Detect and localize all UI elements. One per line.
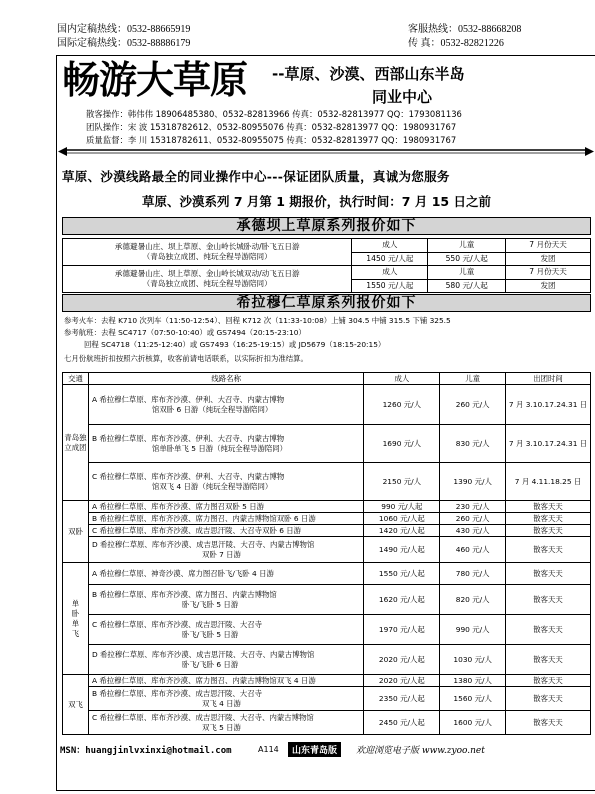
- route-line: B 希拉穆仁草原、库布齐沙漠、成吉思汗陵、大召寺: [91, 688, 262, 698]
- route-line: A 希拉穆仁草原、库布齐沙漠、席力图召双卧 5 日游: [91, 501, 264, 511]
- child-price: 1600 元/人: [440, 711, 506, 735]
- route-cell: [88, 585, 363, 615]
- departure: 散客天天: [506, 585, 591, 615]
- departure: 散客天天: [506, 501, 591, 513]
- route-line: 卧飞/飞卧 5 日游: [181, 599, 239, 609]
- departure: 散客天天: [506, 525, 591, 537]
- route-line: B 希拉穆仁草原、库布齐沙漠、席力图召、内蒙古博物馆双卧 6 日游: [91, 513, 316, 523]
- route-line: C 希拉穆仁草原、库布齐沙漠、成吉思汗陵、大召寺: [91, 619, 263, 629]
- domestic-hotline: 国内定稿热线：0532-88665919: [57, 24, 191, 35]
- route-cell: [88, 687, 363, 711]
- route-cell: [88, 425, 363, 463]
- route-line: C 希拉穆仁草原、库布齐沙漠、伊利、大召寺、内蒙古博物: [91, 471, 285, 481]
- table-row: [63, 711, 591, 735]
- departure-label: 7 月份天天: [506, 266, 591, 280]
- child-label: 儿童: [428, 266, 506, 280]
- table-row: [63, 675, 591, 687]
- route-line: 馆双飞 4 日游（纯玩全程导游陪同）: [151, 481, 273, 491]
- child-price: 1560 元/人: [440, 687, 506, 711]
- departure: 7 月 3.10.17.24.31 日: [506, 425, 591, 463]
- section1-banner: 承德坝上草原系列报价如下: [62, 217, 591, 235]
- route-line: C 希拉穆仁草原、库布齐沙漠、成吉思汗陵、大召寺双卧 6 日游: [91, 525, 302, 535]
- contact-line-3: 质量监督：李 川 15318782611、0532-80955075 传真：0532-82813977 QQ：1980931767: [86, 135, 457, 145]
- contact-line-1: 散客操作：韩伟伟 18906485380、0532-82813966 传真：0532-82813977 QQ：1793081136: [86, 109, 462, 119]
- route-cell: [88, 525, 363, 537]
- route-line: A 希拉穆仁草原、神奇沙漠、席力图召卧飞/飞卧 4 日游: [91, 568, 274, 578]
- child-price: 430 元/人: [440, 525, 506, 537]
- child-price: 990 元/人: [440, 615, 506, 645]
- table-row: [63, 463, 591, 501]
- contact-line-2: 团队操作：宋 波 15318782612、0532-80955076 传真：0532-82813977 QQ：1980931767: [86, 122, 457, 132]
- header-departure: 出团时间: [506, 373, 591, 385]
- table-row: [63, 501, 591, 513]
- table-row: [63, 585, 591, 615]
- section2-banner: 希拉穆仁草原系列报价如下: [62, 294, 591, 312]
- route-note: （青岛独立成团、纯玩全程导游陪同）: [142, 252, 272, 261]
- table-header-row: [63, 373, 591, 385]
- adult-price: 1260 元/人: [364, 385, 440, 425]
- header-route: 线路名称: [88, 373, 363, 385]
- slogan: 草原、沙漠线路最全的同业操作中心---保证团队质量，真诚为您服务: [62, 169, 450, 184]
- chengde-price-table: [62, 238, 591, 293]
- table-row: [63, 513, 591, 525]
- departure: 发团: [506, 279, 591, 293]
- price-period: 草原、沙漠系列 7 月第 1 期报价，执行时间：7 月 15 日之前: [142, 194, 491, 209]
- header-adult: 成人: [364, 373, 440, 385]
- departure: 散客天天: [506, 645, 591, 675]
- departure: 7 月 3.10.17.24.31 日: [506, 385, 591, 425]
- route-cell: [88, 501, 363, 513]
- route-line: 双飞 5 日游: [201, 722, 241, 732]
- child-price: 550 元/人起: [428, 252, 506, 266]
- route-cell: [88, 645, 363, 675]
- route-cell: [88, 537, 363, 563]
- child-price: 1390 元/人: [440, 463, 506, 501]
- flight-info-return: 回程 SC4718（11:25-12:40）或 GS7493（16:25-19:15）或 JD5679（18:15-20:15）: [84, 340, 386, 349]
- adult-price: 1690 元/人: [364, 425, 440, 463]
- route-line: B 希拉穆仁草原、库布齐沙漠、伊利、大召寺、内蒙古博物: [91, 433, 285, 443]
- route-line: 卧飞/飞卧 5 日游: [181, 629, 239, 639]
- child-price: 230 元/人: [440, 501, 506, 513]
- child-price: 260 元/人: [440, 385, 506, 425]
- fax-hotline: 传 真：0532-82821226: [408, 38, 504, 49]
- table-row: [63, 266, 591, 280]
- route-line: 馆双卧 6 日游（纯玩全程导游陪同）: [151, 404, 273, 414]
- child-price: 820 元/人: [440, 585, 506, 615]
- adult-price: 2350 元/人起: [364, 687, 440, 711]
- msn-contact: MSN：huangjinlvxinxi@hotmail.com: [60, 746, 232, 756]
- route-cell: [88, 711, 363, 735]
- route-line: A 希拉穆仁草原、库布齐沙漠、伊利、大召寺、内蒙古博物: [91, 394, 285, 404]
- table-row: [63, 563, 591, 585]
- table-row: [63, 525, 591, 537]
- child-price: 460 元/人: [440, 537, 506, 563]
- edition-badge: 山东青岛版: [288, 742, 341, 757]
- group-label: 双卧: [63, 501, 89, 563]
- adult-price: 1450 元/人起: [352, 252, 428, 266]
- adult-price: 1620 元/人起: [364, 585, 440, 615]
- departure: 散客天天: [506, 615, 591, 645]
- adult-price: 2450 元/人起: [364, 711, 440, 735]
- route-cell: [88, 463, 363, 501]
- group-label: 单卧单飞: [63, 563, 89, 675]
- route-line: D 希拉穆仁草原、库布齐沙漠、成吉思汗陵、大召寺、内蒙古博物馆: [91, 539, 315, 549]
- table-row: [63, 537, 591, 563]
- international-hotline: 国际定稿热线：0532-88886179: [57, 38, 191, 49]
- header-divider: [58, 147, 594, 157]
- adult-price: 1420 元/人起: [364, 525, 440, 537]
- route-line: 承德避暑山庄、坝上草原、金山岭长城双动/动飞五日游: [114, 269, 300, 278]
- child-price: 260 元/人: [440, 513, 506, 525]
- group-label: 青岛独立成团: [63, 385, 89, 501]
- departure: 散客天天: [506, 675, 591, 687]
- route-line: C 希拉穆仁草原、库布齐沙漠、成吉思汗陵、大召寺、内蒙古博物馆: [91, 712, 314, 722]
- adult-price: 2020 元/人起: [364, 675, 440, 687]
- departure: 散客天天: [506, 687, 591, 711]
- table-row: [63, 425, 591, 463]
- welcome-text: 欢迎浏览电子版 www.zyoo.net: [356, 746, 485, 756]
- service-hotline: 客服热线：0532-88668208: [408, 24, 522, 35]
- route-cell: [63, 239, 352, 266]
- departure: 发团: [506, 252, 591, 266]
- group-label: 双飞: [63, 675, 89, 735]
- departure: 7 月 4.11.18.25 日: [506, 463, 591, 501]
- flight-info-outbound: 参考航班：去程 SC4717（07:50-10:40）或 GS7494（20:15-23:10）: [64, 328, 306, 337]
- route-line: D 希拉穆仁草原、库布齐沙漠、成吉思汗陵、大召寺、内蒙古博物馆: [91, 649, 315, 659]
- child-price: 1030 元/人: [440, 645, 506, 675]
- route-note: （青岛独立成团、纯玩全程导游陪同）: [142, 279, 272, 288]
- table-row: [63, 239, 591, 253]
- route-line: A 希拉穆仁草原、库布齐沙漠、席力图召、内蒙古博物馆双飞 4 日游: [91, 675, 316, 685]
- adult-price: 1060 元/人起: [364, 513, 440, 525]
- adult-price: 2020 元/人起: [364, 645, 440, 675]
- adult-price: 1550 元/人起: [352, 279, 428, 293]
- adult-price: 1550 元/人起: [364, 563, 440, 585]
- adult-price: 1490 元/人起: [364, 537, 440, 563]
- child-price: 830 元/人: [440, 425, 506, 463]
- route-line: 双飞 4 日游: [201, 698, 241, 708]
- adult-price: 990 元/人起: [364, 501, 440, 513]
- route-line: 双卧 7 日游: [201, 549, 241, 559]
- child-price: 780 元/人: [440, 563, 506, 585]
- adult-price: 1970 元/人起: [364, 615, 440, 645]
- header-child: 儿童: [440, 373, 506, 385]
- table-row: [63, 615, 591, 645]
- route-line: 承德避暑山庄、坝上草原、金山岭长城卧动/卧飞五日游: [114, 242, 300, 251]
- brand-subtitle-1: --草原、沙漠、西部山东半岛: [272, 65, 465, 83]
- route-cell: [88, 513, 363, 525]
- adult-price: 2150 元/人: [364, 463, 440, 501]
- departure: 散客天天: [506, 537, 591, 563]
- departure: 散客天天: [506, 711, 591, 735]
- xilamuren-price-table: [62, 372, 591, 735]
- route-cell: [88, 615, 363, 645]
- brand-title: 畅游大草原: [62, 57, 248, 102]
- child-label: 儿童: [428, 239, 506, 253]
- route-cell: [88, 385, 363, 425]
- adult-label: 成人: [352, 266, 428, 280]
- route-line: 馆单卧单飞 5 日游（纯玩全程导游陪同）: [151, 443, 288, 453]
- brand-subtitle-2: 同业中心: [372, 88, 433, 106]
- route-cell: [88, 675, 363, 687]
- table-row: [63, 687, 591, 711]
- departure: 散客天天: [506, 513, 591, 525]
- adult-label: 成人: [352, 239, 428, 253]
- page-number: A114: [258, 745, 279, 754]
- discount-note: 七月份航班折扣按照六折核算，收客前请电话联系，以实际折扣为准结算。: [64, 354, 308, 363]
- route-line: 卧飞/飞卧 6 日游: [181, 659, 239, 669]
- departure-label: 7 月份天天: [506, 239, 591, 253]
- route-cell: [88, 563, 363, 585]
- table-row: [63, 645, 591, 675]
- table-row: [63, 385, 591, 425]
- child-price: 580 元/人起: [428, 279, 506, 293]
- header-transport: 交通: [63, 373, 89, 385]
- departure: 散客天天: [506, 563, 591, 585]
- train-info: 参考火车：去程 K710 次列车（11:50-12:54）、回程 K712 次（11:33-10:08）上铺 304.5 中铺 315.5 下铺 325.5: [64, 316, 451, 325]
- child-price: 1380 元/人: [440, 675, 506, 687]
- route-cell: [63, 266, 352, 293]
- route-line: B 希拉穆仁草原、库布齐沙漠、席力图召、内蒙古博物馆: [91, 589, 277, 599]
